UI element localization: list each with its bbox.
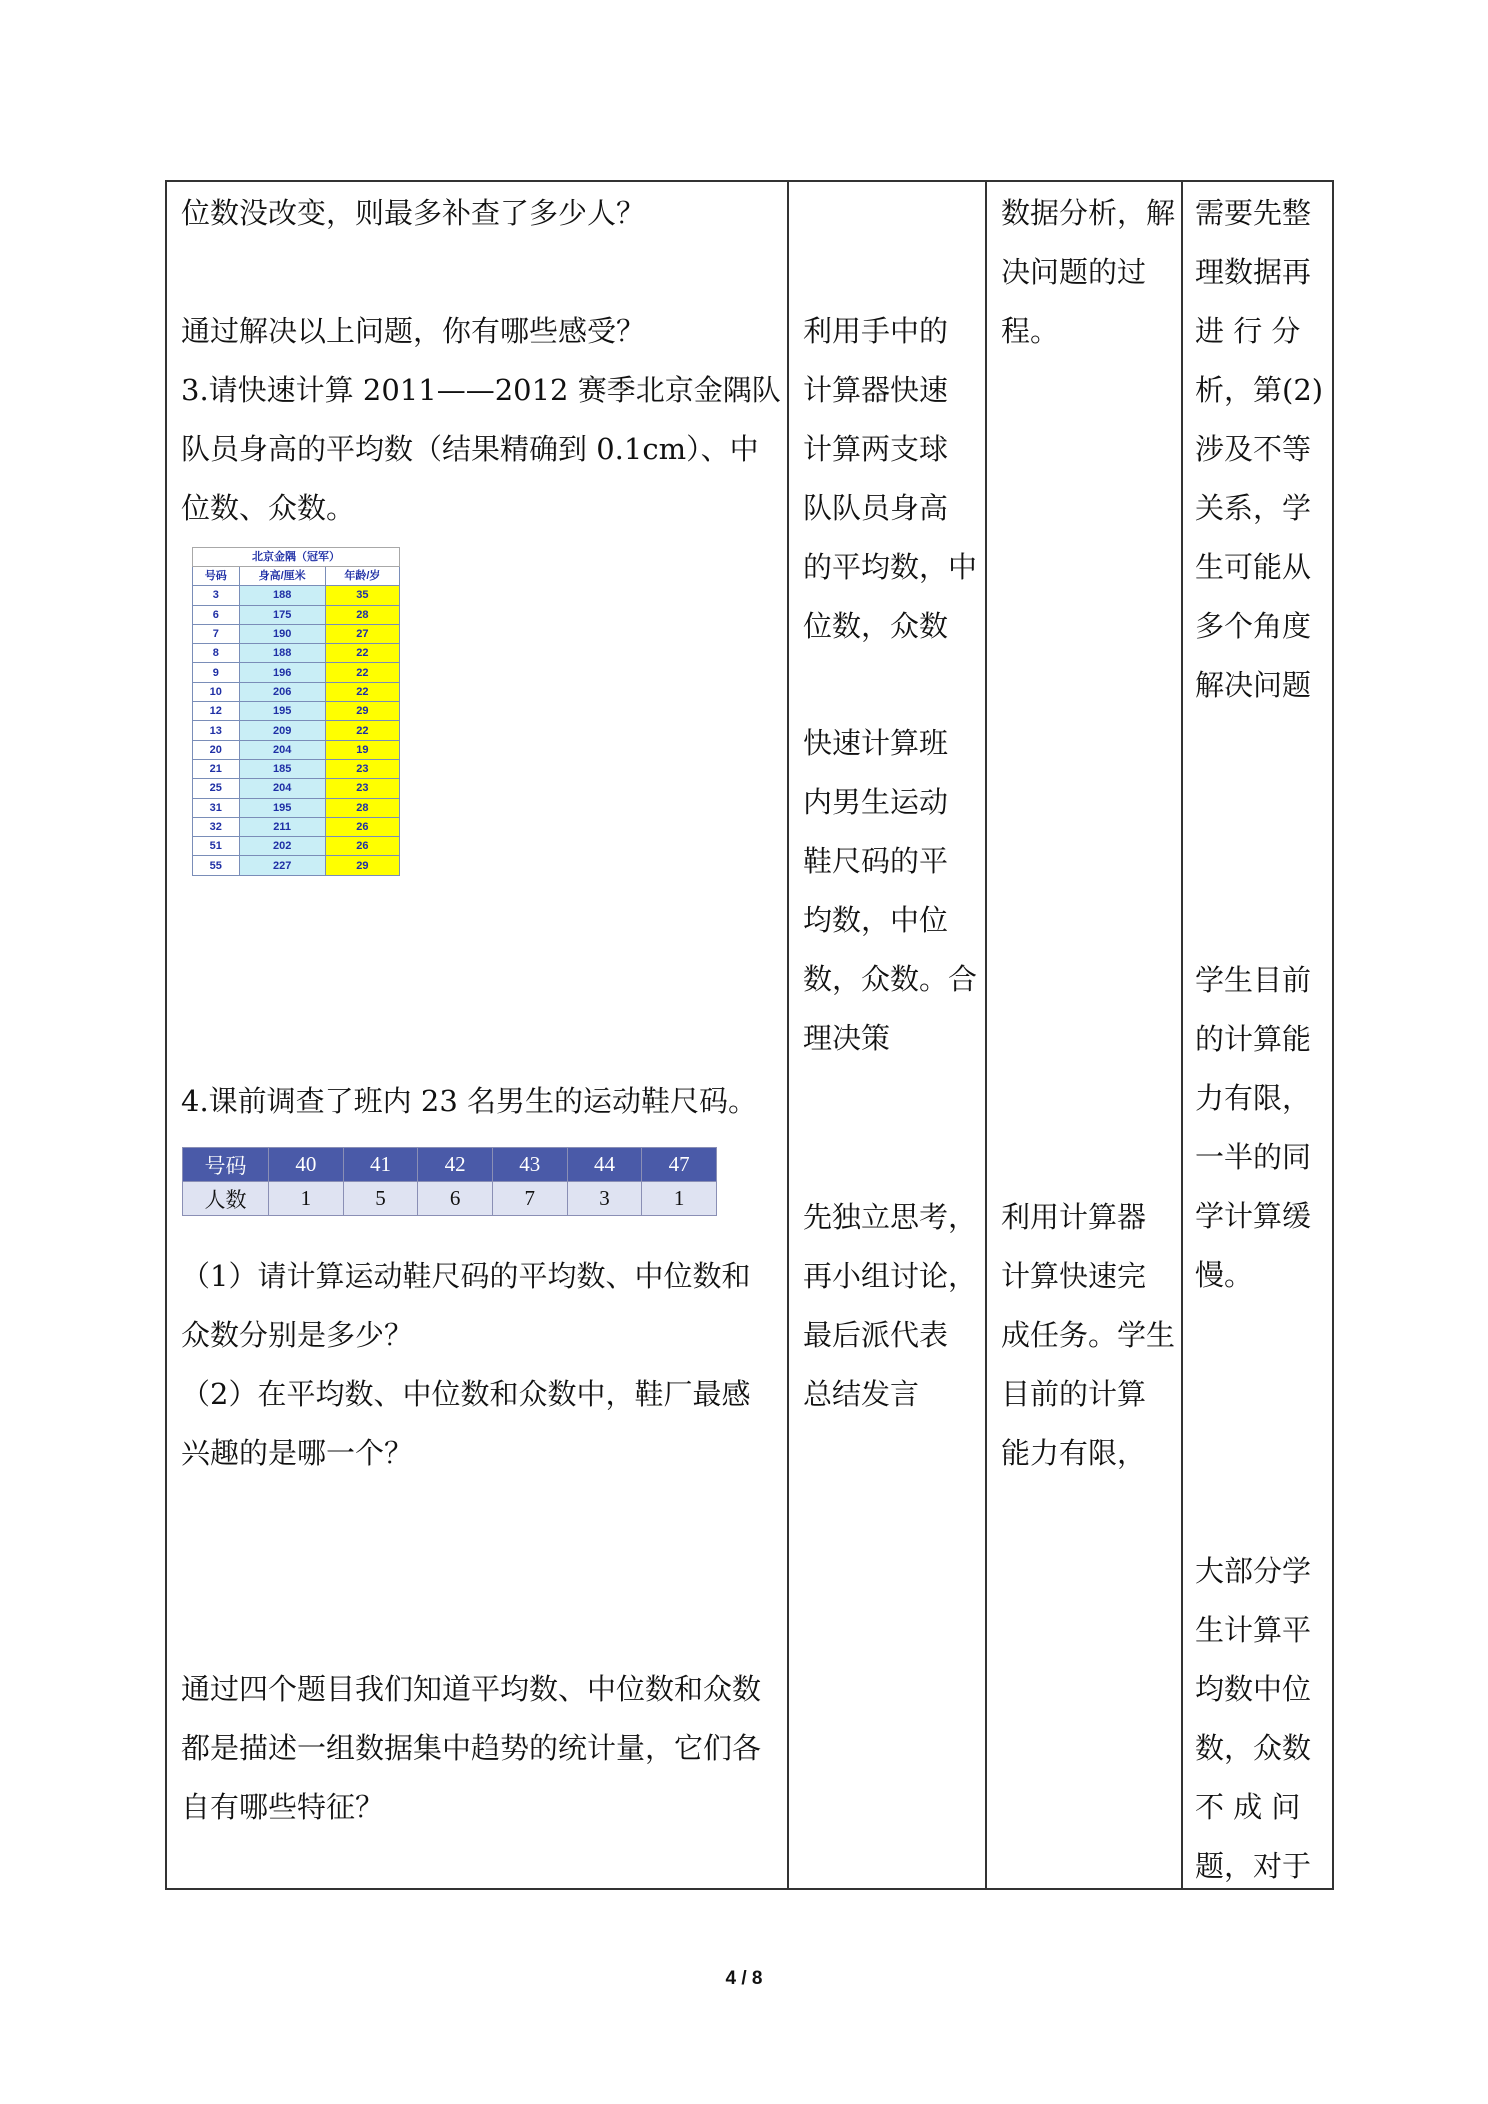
team-table-cell: 9 [193, 663, 240, 682]
student-activity-1: 利用手中的 计算器快速 计算两支球 队队员身高 的平均数，中 位数，众数 [803, 314, 978, 643]
team-table-cell: 28 [325, 798, 399, 817]
team-table-cell: 195 [239, 702, 325, 721]
team-table-row [193, 740, 400, 759]
summary-line1: 通过四个题目我们知道平均数、中位数和众数 [181, 1672, 762, 1706]
team-table-cell: 3 [193, 586, 240, 605]
team-table-row [193, 644, 400, 663]
student-activity-3: 先独立思考， 再小组讨论， 最后派代表 总结发言 [803, 1200, 978, 1411]
reflection-question: 通过解决以上问题，你有哪些感受？ [181, 314, 646, 348]
team-table-cell: 19 [325, 740, 399, 759]
shoe-table-label: 号码 [183, 1148, 269, 1182]
team-table-title: 北京金隅（冠军） [193, 548, 400, 567]
question-2-line1: （2）在平均数、中位数和众数中，鞋厂最感 [181, 1377, 751, 1411]
summary-line3: 自有哪些特征？ [181, 1790, 385, 1824]
team-table-cell: 22 [325, 682, 399, 701]
team-table-cell: 175 [239, 605, 325, 624]
team-table-row [193, 624, 400, 643]
team-table-cell: 35 [325, 586, 399, 605]
team-table-row [193, 856, 400, 875]
summary-line2: 都是描述一组数据集中趋势的统计量，它们各 [181, 1731, 762, 1765]
shoe-table-cell: 42 [418, 1148, 493, 1182]
team-table-cell: 23 [325, 759, 399, 778]
design-intent-1: 数据分析，解 决问题的过 程。 [1001, 196, 1176, 348]
shoe-table-cell: 7 [492, 1182, 567, 1216]
question-text: 位数没改变，则最多补查了多少人？ [181, 196, 646, 230]
team-table-cell: 190 [239, 624, 325, 643]
team-table-cell: 25 [193, 779, 240, 798]
team-table-cell: 202 [239, 837, 325, 856]
team-table-row [193, 586, 400, 605]
team-table-row [193, 721, 400, 740]
team-table-row [193, 682, 400, 701]
team-table-cell: 51 [193, 837, 240, 856]
team-table-cell: 206 [239, 682, 325, 701]
question-2-line2: 兴趣的是哪一个？ [181, 1436, 414, 1470]
team-table-row [193, 663, 400, 682]
shoe-table-cell: 6 [418, 1182, 493, 1216]
team-table-row [193, 779, 400, 798]
column-divider [787, 182, 789, 1888]
team-table-cell: 7 [193, 624, 240, 643]
design-intent-2: 利用计算器 计算快速完 成任务。学生 目前的计算 能力有限， [1001, 1200, 1176, 1470]
task3-line2: 队员身高的平均数（结果精确到 0.1cm）、中 [181, 432, 759, 466]
team-table-cell: 21 [193, 759, 240, 778]
shoe-table-cell: 43 [492, 1148, 567, 1182]
team-table-cell: 227 [239, 856, 325, 875]
shoe-table-cell: 1 [269, 1182, 344, 1216]
team-table-cell: 12 [193, 702, 240, 721]
student-activity-2: 快速计算班 内男生运动 鞋尺码的平 均数，中位 数，众数。合 理决策 [803, 726, 978, 1055]
team-table-cell: 27 [325, 624, 399, 643]
column-divider [985, 182, 987, 1888]
task4-text: 4.课前调查了班内 23 名男生的运动鞋尺码。 [181, 1084, 758, 1118]
team-table-cell: 26 [325, 817, 399, 836]
team-table-cell: 23 [325, 779, 399, 798]
shoe-table-label: 人数 [183, 1182, 269, 1216]
team-table-row [193, 605, 400, 624]
team-table-cell: 204 [239, 740, 325, 759]
page-number: 4 / 8 [725, 1968, 763, 1989]
shoe-table-cell: 40 [269, 1148, 344, 1182]
lesson-table [165, 180, 1334, 1890]
team-table-cell: 13 [193, 721, 240, 740]
team-table-cell: 31 [193, 798, 240, 817]
team-table-cell: 28 [325, 605, 399, 624]
shoe-table-cell: 41 [343, 1148, 418, 1182]
team-table-row [193, 837, 400, 856]
team-table-row [193, 798, 400, 817]
task3-line1: 3.请快速计算 2011——2012 赛季北京金隅队 [181, 373, 781, 407]
team-table-cell: 32 [193, 817, 240, 836]
team-table-cell: 209 [239, 721, 325, 740]
team-table-cell: 22 [325, 644, 399, 663]
team-table-cell: 20 [193, 740, 240, 759]
team-table-cell: 10 [193, 682, 240, 701]
shoe-table-cell: 47 [642, 1148, 717, 1182]
notes-1: 需要先整 理数据再 进 行 分 析，第(2) 涉及不等 关系，学 生可能从 多个角度 解决问题 [1195, 196, 1324, 702]
team-table-cell: 29 [325, 702, 399, 721]
shoe-table-row [183, 1182, 717, 1216]
shoe-table-cell: 1 [642, 1182, 717, 1216]
team-table-cell: 22 [325, 663, 399, 682]
team-table-row [193, 702, 400, 721]
team-table-header: 年龄/岁 [325, 567, 399, 586]
team-table-cell: 195 [239, 798, 325, 817]
team-table-cell: 29 [325, 856, 399, 875]
team-table-cell: 22 [325, 721, 399, 740]
shoe-table-cell: 3 [567, 1182, 642, 1216]
question-1-line1: （1）请计算运动鞋尺码的平均数、中位数和 [181, 1259, 751, 1293]
notes-2: 学生目前 的计算能 力有限， 一半的同 学计算缓 慢。 [1195, 963, 1312, 1292]
team-height-table [192, 547, 400, 876]
team-table-cell: 188 [239, 644, 325, 663]
team-table-header: 号码 [193, 567, 240, 586]
team-table-cell: 185 [239, 759, 325, 778]
column-divider [1181, 182, 1183, 1888]
question-1-line2: 众数分别是多少？ [181, 1318, 414, 1352]
team-table-cell: 26 [325, 837, 399, 856]
team-table-row [193, 759, 400, 778]
team-table-header: 身高/厘米 [239, 567, 325, 586]
shoe-table-cell: 44 [567, 1148, 642, 1182]
notes-3: 大部分学 生计算平 均数中位 数，众数 不 成 问 题，对于 [1195, 1554, 1312, 1883]
team-table-cell: 211 [239, 817, 325, 836]
team-table-cell: 8 [193, 644, 240, 663]
task3-line3: 位数、众数。 [181, 491, 356, 525]
shoe-table-cell: 5 [343, 1182, 418, 1216]
team-table-cell: 204 [239, 779, 325, 798]
team-table-cell: 188 [239, 586, 325, 605]
team-table-cell: 196 [239, 663, 325, 682]
shoe-size-table [182, 1147, 717, 1216]
team-table-cell: 55 [193, 856, 240, 875]
team-table-row [193, 817, 400, 836]
team-table-cell: 6 [193, 605, 240, 624]
shoe-table-row [183, 1148, 717, 1182]
